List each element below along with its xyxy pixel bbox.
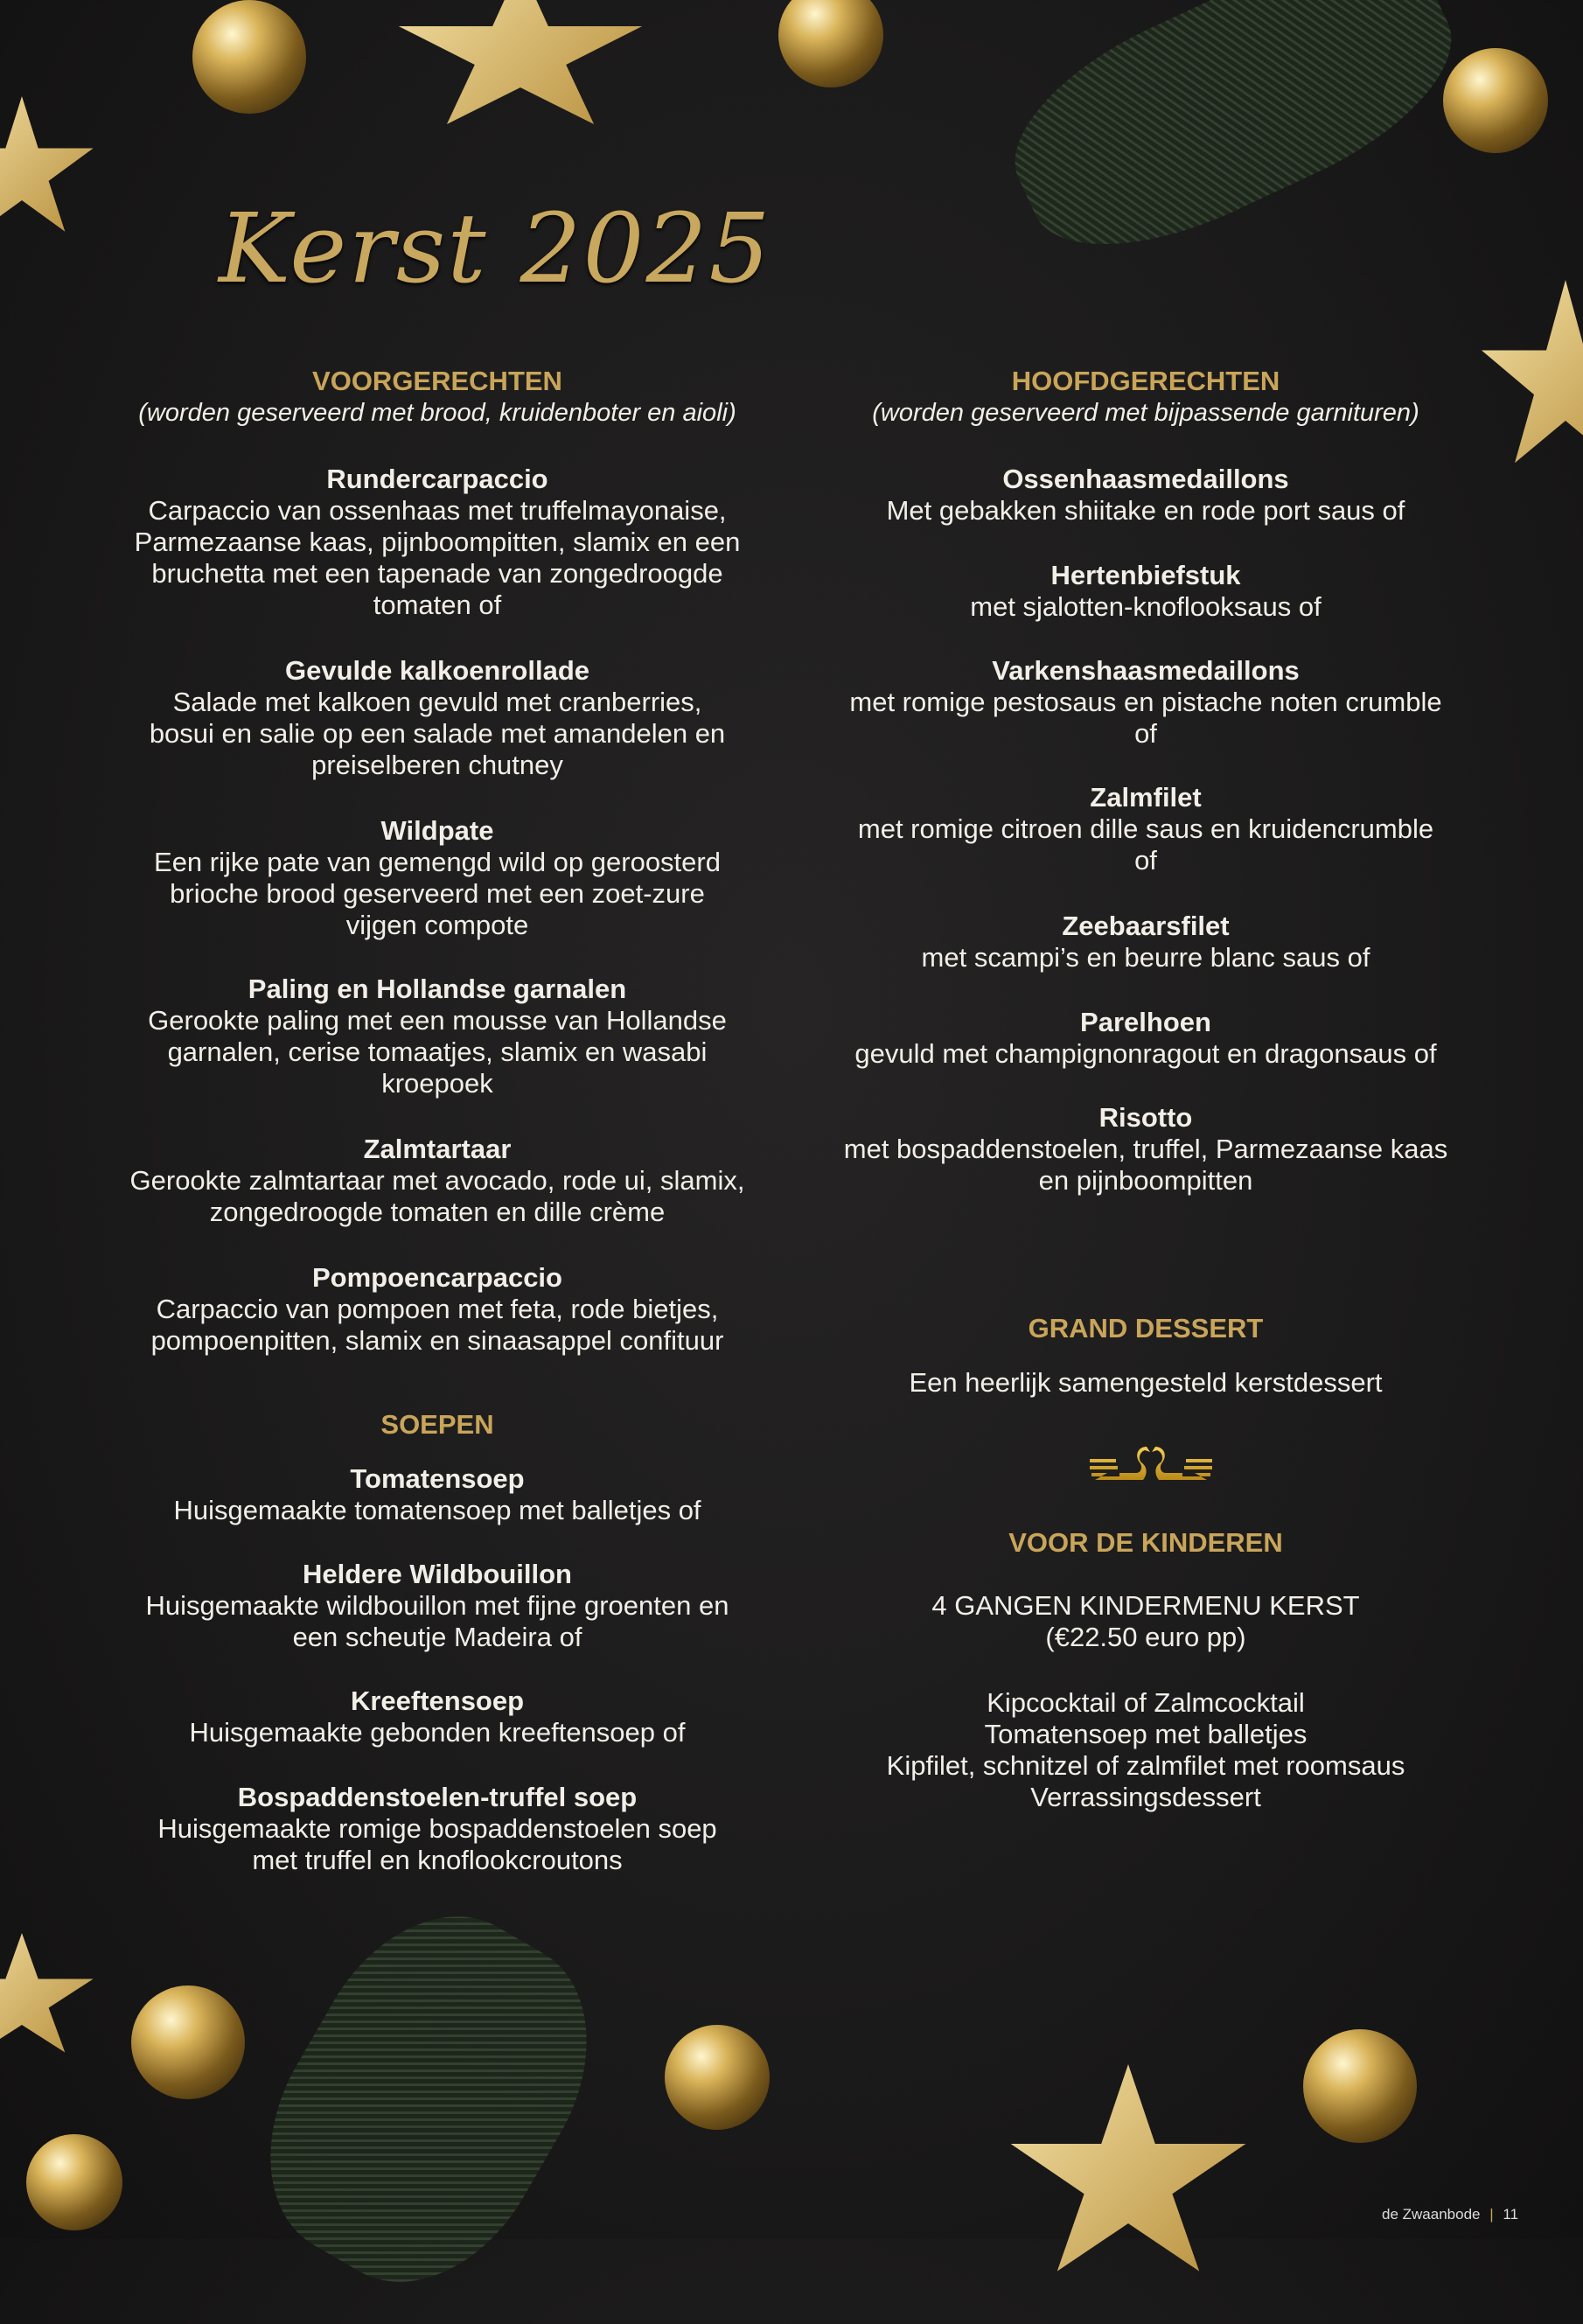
dish-description: Parmezaanse kaas, pijnboompitten, slamix en een	[134, 527, 741, 557]
dish-description: brioche brood geserveerd met een zoet-zure	[170, 878, 705, 909]
mains-header	[805, 366, 1487, 429]
menu-item	[96, 1782, 778, 1876]
dish-description: Huisgemaakte gebonden kreeftensoep of	[189, 1717, 686, 1748]
dish-description: Carpaccio van ossenhaas met truffelmayonaise,	[148, 495, 727, 526]
dish-name: Pompoencarpaccio	[312, 1262, 562, 1293]
dish-description: bruchetta met een tapenade van zongedroogde	[151, 558, 723, 589]
menu-item	[805, 1007, 1487, 1070]
ornament-ball	[26, 2134, 122, 2230]
page-footer	[1382, 2206, 1518, 2223]
dish-description: Salade met kalkoen gevuld met cranberries,	[172, 687, 702, 717]
menu-item	[96, 815, 778, 941]
dish-description: tomaten of	[373, 590, 502, 620]
dish-name: Varkenshaasmedaillons	[992, 655, 1300, 686]
page-number: 11	[1503, 2206, 1519, 2223]
dish-name: Heldere Wildbouillon	[302, 1559, 572, 1589]
menu-item	[96, 655, 778, 781]
kids-menu-title	[805, 1590, 1487, 1653]
dish-name: Gevulde kalkoenrollade	[284, 655, 590, 686]
menu-item	[805, 782, 1487, 876]
section-heading: HOOFDGERECHTEN	[1011, 366, 1280, 396]
kids-course: Kipfilet, schnitzel of zalmfilet met roomsaus	[886, 1750, 1405, 1781]
kids-course: Tomatensoep met balletjes	[984, 1719, 1308, 1749]
star-ornament	[0, 1933, 96, 2064]
dish-description: preiselberen chutney	[311, 750, 563, 780]
dish-description: pompoenpitten, slamix en sinaasappel confituur	[150, 1325, 724, 1356]
kids-course: Verrassingsdessert	[1030, 1782, 1261, 1812]
dish-description: Met gebakken shiitake en rode port saus of	[886, 495, 1405, 526]
menu-item	[805, 655, 1487, 750]
ornament-ball	[778, 0, 883, 87]
dish-description: en pijnboompitten	[1038, 1165, 1253, 1196]
dish-description: Gerookte zalmtartaar met avocado, rode ui, slamix,	[129, 1165, 745, 1196]
dish-description: met sjalotten-knoflooksaus of	[970, 591, 1321, 622]
menu-item	[805, 911, 1487, 974]
publication-name: de Zwaanbode	[1382, 2206, 1481, 2223]
dish-description: Een rijke pate van gemengd wild op geroosterd	[154, 847, 721, 877]
dish-description: met romige pestosaus en pistache noten crumble	[849, 687, 1442, 717]
dish-description: of	[1134, 718, 1157, 749]
dish-name: Kreeftensoep	[350, 1685, 525, 1716]
dish-description: met bospaddenstoelen, truffel, Parmezaanse kaas	[843, 1134, 1448, 1164]
dish-description: een scheutje Madeira of	[292, 1622, 582, 1652]
star-ornament	[394, 0, 647, 140]
dish-description: Huisgemaakte romige bospaddenstoelen soep	[157, 1813, 717, 1844]
dish-description: Gerookte paling met een mousse van Hollandse	[148, 1005, 727, 1036]
star-ornament	[0, 96, 96, 245]
ornament-ball	[192, 0, 306, 114]
ornament-ball	[665, 2025, 770, 2130]
dish-description: met truffel en knoflookcroutons	[252, 1845, 623, 1875]
star-ornament	[1006, 2064, 1251, 2292]
section-heading: GRAND DESSERT	[1028, 1313, 1264, 1343]
dessert-description: Een heerlijk samengesteld kerstdessert	[909, 1367, 1383, 1398]
dish-name: Zalmtartaar	[363, 1134, 512, 1164]
menu-item	[96, 1685, 778, 1748]
footer-divider: |	[1489, 2206, 1494, 2223]
dish-name: Bospaddenstoelen-truffel soep	[237, 1782, 638, 1812]
dish-name: Wildpate	[380, 815, 494, 846]
dish-name: Ossenhaasmedaillons	[1002, 464, 1289, 494]
kids-course: Kipcocktail of Zalmcocktail	[987, 1687, 1305, 1718]
page-title: Kerst 2025	[219, 192, 772, 304]
section-heading: VOORGERECHTEN	[312, 366, 562, 396]
dish-description: of	[1134, 845, 1157, 876]
menu-item	[96, 1262, 778, 1357]
dish-description: vijgen compote	[345, 910, 529, 940]
section-subtitle: (worden geserveerd met bijpassende garnituren)	[872, 399, 1419, 427]
menu-item	[805, 560, 1487, 623]
pine-branch	[985, 0, 1482, 288]
dish-description: garnalen, cerise tomaatjes, slamix en wasabi	[167, 1036, 708, 1067]
section-heading: VOOR DE KINDEREN	[1008, 1527, 1283, 1558]
kids-menu-line: 4 GANGEN KINDERMENU KERST	[931, 1590, 1360, 1621]
kids-courses	[805, 1687, 1487, 1813]
menu-item	[96, 974, 778, 1099]
dish-description: Huisgemaakte tomatensoep met balletjes of	[173, 1495, 701, 1525]
starters-header	[96, 366, 778, 429]
menu-item	[96, 1134, 778, 1228]
menu-item	[96, 464, 778, 621]
dish-description: bosui en salie op een salade met amandelen en	[149, 718, 726, 749]
dish-name: Hertenbiefstuk	[1050, 560, 1241, 590]
kids-section	[805, 1527, 1487, 1813]
dish-description: gevuld met champignonragout en dragonsaus of	[854, 1038, 1437, 1069]
ornament-ball	[1443, 48, 1548, 153]
dish-name: Paling en Hollandse garnalen	[248, 974, 627, 1004]
dish-description: Carpaccio van pompoen met feta, rode bietjes,	[156, 1294, 719, 1324]
dish-description: met scampi’s en beurre blanc saus of	[921, 942, 1370, 973]
dish-description: kroepoek	[381, 1068, 493, 1099]
swan-logo-icon	[1081, 1441, 1221, 1494]
dish-description: met romige citroen dille saus en kruidencrumble	[857, 813, 1434, 844]
ornament-ball	[131, 1986, 245, 2099]
soups-header	[96, 1409, 778, 1441]
menu-item	[805, 464, 1487, 527]
dish-name: Parelhoen	[1080, 1007, 1211, 1037]
section-heading: SOEPEN	[380, 1409, 494, 1440]
menu-item	[805, 1102, 1487, 1197]
star-ornament	[1478, 280, 1583, 481]
pine-branch	[223, 1874, 634, 2324]
dish-name: Rundercarpaccio	[326, 464, 548, 494]
kids-menu-price: (€22.50 euro pp)	[1045, 1622, 1246, 1652]
menu-item	[96, 1559, 778, 1653]
dish-description: zongedroogde tomaten en dille crème	[209, 1197, 666, 1227]
dessert-section	[805, 1313, 1487, 1399]
dish-name: Tomatensoep	[350, 1463, 525, 1494]
section-subtitle: (worden geserveerd met brood, kruidenboter en aioli)	[138, 399, 736, 427]
ornament-ball	[1303, 2029, 1417, 2143]
dish-name: Zalmfilet	[1090, 782, 1202, 813]
dish-description: Huisgemaakte wildbouillon met fijne groenten en	[145, 1590, 729, 1621]
menu-item	[96, 1463, 778, 1526]
dish-name: Risotto	[1098, 1102, 1193, 1133]
dish-name: Zeebaarsfilet	[1062, 911, 1230, 941]
